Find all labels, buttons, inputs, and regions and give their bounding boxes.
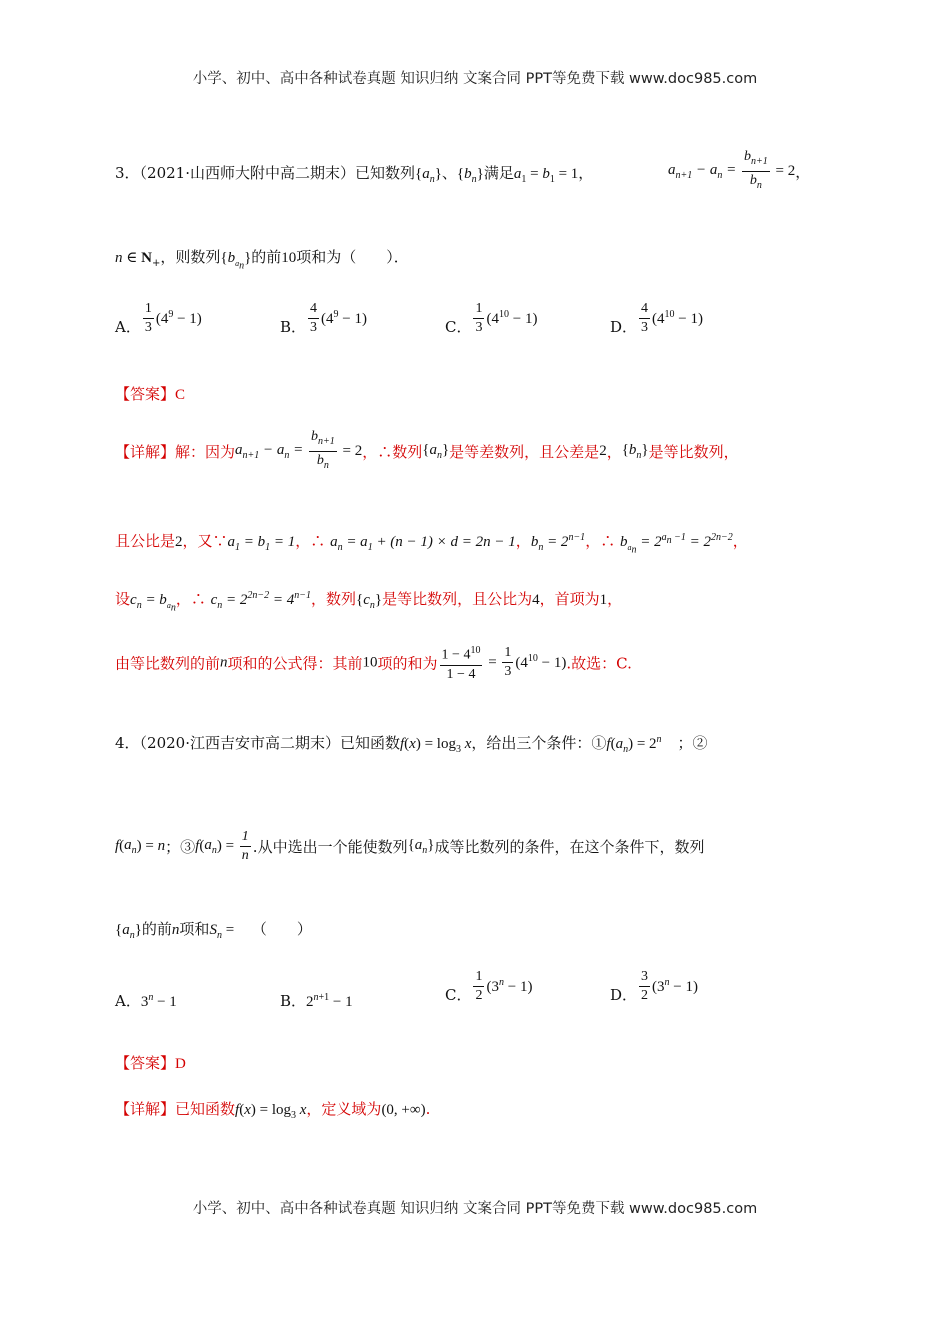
q4-source: （2020·江西吉安市高二期末）已知函数: [139, 734, 400, 752]
q3-answer: 【答案】C: [115, 385, 186, 403]
q3-number: 3．: [115, 164, 140, 182]
page-footer: 小学、初中、高中各种试卷真题 知识归纳 文案合同 PPT等免费下载 www.doc985.com: [192, 1201, 758, 1217]
q4-line-1: 4．（2020·江西吉安市高二期末）已知函数$f(x) = \log_3 x$，给出三个条件：$①f(a_n) = 2^n$ ；②: [115, 734, 708, 755]
q4-answer: 【答案】D: [115, 1054, 186, 1072]
q4-detail: 【详解】已知函数$f(x) = \log_3 x$，定义域为(0, +∞).: [115, 1100, 431, 1121]
q3-detail-line-4: 由等比数列的前n项和的公式得：其前10项的和为 $\frac{1 - 4^{10}}{1 - 4}$ = $\frac{1}{3}$ $(4^{10} - 1)$.故选：C.: [115, 642, 632, 684]
q3-condition-formula: $a_{n+1} - a_n$ = $\frac{b_{n+1}}{b_n}$ = 2，: [668, 149, 811, 191]
q3-text-mid: 满足: [483, 164, 514, 182]
q4-line-3: $\{a_n\}$的前n项和$S_n$ = （ ）: [115, 920, 312, 941]
q3-option-a[interactable]: A． $\frac{1}{3}$ $(4^9 - 1)$: [115, 301, 202, 336]
q4-option-b[interactable]: B．$2^{n+1} - 1$: [280, 992, 353, 1010]
q3-source: （2021·山西师大附中高二期末）已知数列: [139, 164, 415, 182]
q3-option-d[interactable]: D． $\frac{4}{3}$ $(4^{10} - 1)$: [610, 301, 703, 336]
q4-option-c[interactable]: C． $\frac{1}{2}$ $(3^n - 1)$: [445, 969, 533, 1004]
q3-detail-line-2: 且公比是2，又$\because a_1 = b_1 = 1$，∴ $a_n = a_1 + (n - 1) \times d = 2n - 1$，$b_n = 2^{n-1}$，∴ $b_{a_n} = 2^{a_n -1} = 2^{2n-2}$，: [115, 532, 748, 556]
q4-option-a[interactable]: A．$3^n - 1$: [115, 992, 177, 1010]
q4-option-d[interactable]: D． $\frac{3}{2}$ $(3^n - 1)$: [610, 969, 698, 1004]
q3-option-c[interactable]: C． $\frac{1}{3}$ $(4^{10} - 1)$: [445, 301, 538, 336]
q3-line-1: 3．（2021·山西师大附中高二期末）已知数列$\{a_n\}$、$\{b_n\}$满足$a_1 = b_1 = 1$，: [115, 164, 594, 185]
q4-line-2: $f(a_n) = n$；$③f(a_n)$ = $\frac{1}{n}$ .从中选出一个能使数列$\{a_n\}$成等比数列的条件，在这个条件下，数列: [115, 829, 705, 863]
q3-detail-line-3: 设$c_n = b_{a_n}$，∴ $c_n = 2^{2n-2} = 4^{n-1}$，数列$\{c_n\}$是等比数列，且公比为4，首项为1，: [115, 590, 623, 614]
q3-detail-line-1: 【详解】解：因为$a_{n+1} - a_n$ = $\frac{b_{n+1}}{b_n}$ = 2，∴数列$\{a_n\}$是等差数列，且公差是2，$\{b_n\}$是等比数列，: [115, 429, 739, 471]
q3-line-2: n ∈ $N_+$，则数列$\{b_{a_n}\}$的前10项和为（ ）．: [115, 248, 409, 272]
q3-option-b[interactable]: B． $\frac{4}{3}$ $(4^9 - 1)$: [280, 301, 367, 336]
q4-number: 4．: [115, 734, 140, 752]
page-header: 小学、初中、高中各种试卷真题 知识归纳 文案合同 PPT等免费下载 www.doc985.com: [192, 71, 758, 87]
